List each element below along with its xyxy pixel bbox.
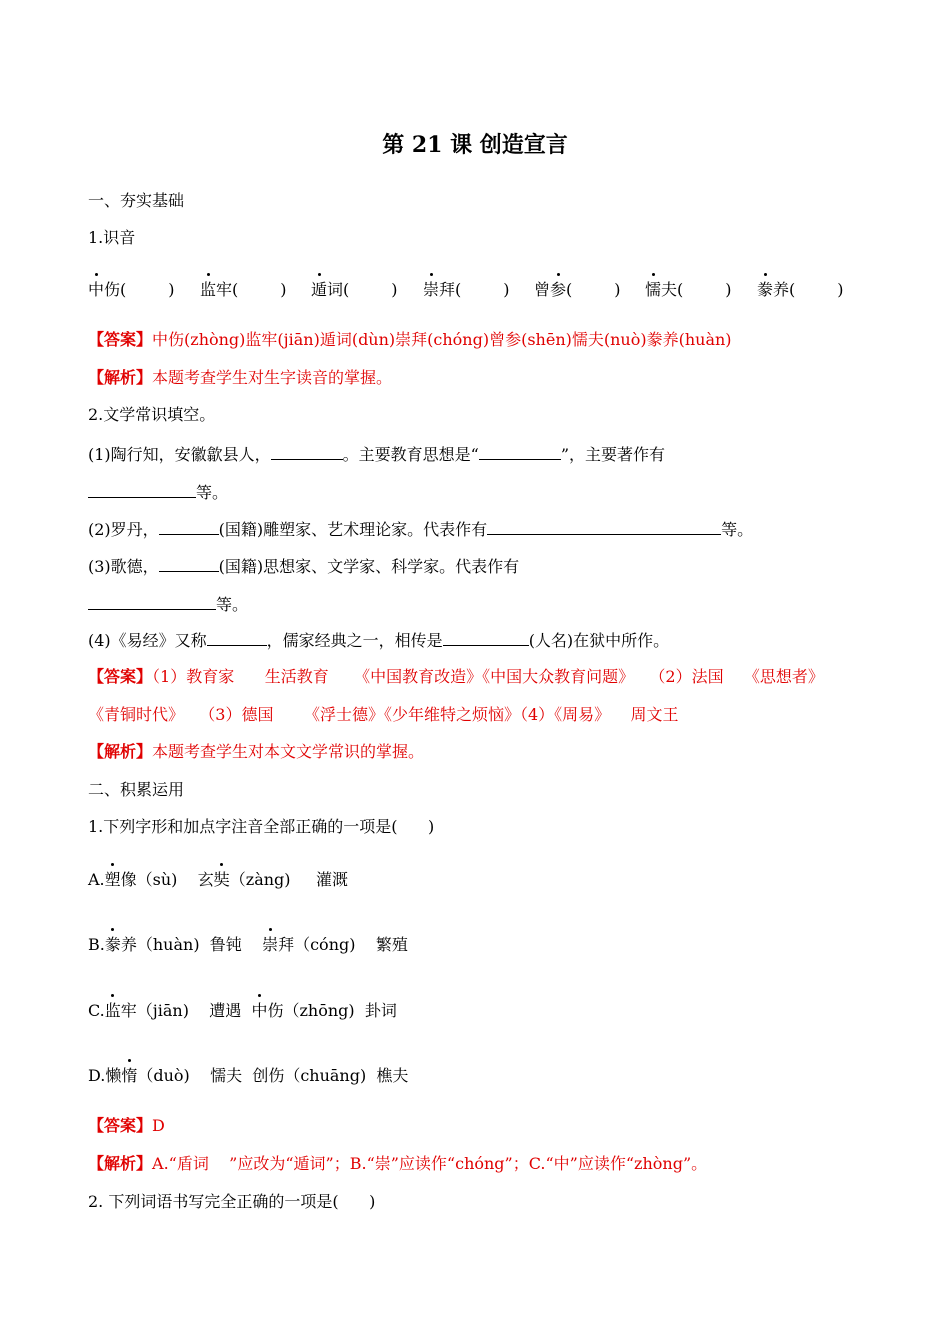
mc1-option-a: A.塑像（sù) 玄奘（zàng) 灌溉 [88, 870, 348, 889]
mc-question-2: 2. 下列词语书写完全正确的一项是( ) [88, 1192, 376, 1211]
q1-answer: 【答案】中伤(zhòng)监牢(jiān)遁词(dùn)崇拜(chóng)曾参(shēn)懦夫(nuò)豢养(huàn) [88, 330, 732, 349]
pinyin-item-2: 监牢( ) [200, 280, 287, 299]
mc1-option-d: D.懒惰（duò) 懦夫 创伤（chuāng) 樵夫 [88, 1066, 409, 1085]
pinyin-item-6: 懦夫( ) [645, 280, 732, 299]
mc1-option-c: C.监牢（jiān) 遭遇 中伤（zhōng) 卦词 [88, 1001, 397, 1020]
section-heading-basics: 一、夯实基础 [88, 191, 185, 210]
section-heading-application: 二、积累运用 [88, 780, 185, 799]
q2-item-1: (1)陶行知，安徽歙县人， 。主要教育思想是“ ”，主要著作有 [88, 445, 666, 464]
q2-item-4: (4)《易经》又称 ，儒家经典之一，相传是 (人名)在狱中所作。 [88, 631, 670, 650]
q2-item-2: (2)罗丹， (国籍)雕塑家、艺术理论家。代表作有 等。 [88, 520, 754, 539]
fill-blank [487, 518, 721, 535]
pinyin-item-4: 崇拜( ) [423, 280, 510, 299]
fill-blank [159, 518, 219, 535]
page-title: 第 21 课 创造宣言 [382, 132, 568, 158]
mc1-analysis: 【解析】A.“盾词 ”应改为“遁词”；B.“崇”应读作“chóng”；C.“中”应读作“zhòng”。 [88, 1154, 708, 1173]
fill-blank [88, 593, 216, 610]
fill-blank [159, 555, 219, 572]
q2-item-1-cont: 等。 [88, 481, 228, 503]
mc-question-1: 1.下列字形和加点字注音全部正确的一项是( ) [88, 817, 435, 836]
q2-answer-line-2: 《青铜时代》 （3）德国 《浮士德》《少年维特之烦恼》（4）《周易》 周文王 [88, 705, 679, 724]
mc1-answer: 【答案】D [88, 1116, 165, 1135]
pinyin-item-1: 中伤( ) [88, 280, 175, 299]
mc1-option-b: B.豢养（huàn) 鲁钝 崇拜（cóng) 繁殖 [88, 935, 408, 954]
q2-item-3-cont: 等。 [88, 593, 248, 615]
q2-item-3: (3)歌德， (国籍)思想家、文学家、科学家。代表作有 [88, 557, 520, 576]
pinyin-item-3: 遁词( ) [311, 280, 398, 299]
fill-blank [479, 443, 561, 460]
q1-analysis: 【解析】本题考查学生对生字读音的掌握。 [88, 368, 393, 387]
pinyin-item-5: 曾参( ) [534, 280, 621, 299]
fill-blank [88, 481, 196, 498]
question-2-label: 2.文学常识填空。 [88, 405, 216, 424]
fill-blank [207, 629, 267, 646]
fill-blank [271, 443, 343, 460]
fill-blank [443, 629, 529, 646]
question-1-label: 1.识音 [88, 228, 136, 247]
q2-answer-line-1: 【答案】（1）教育家 生活教育 《中国教育改造》《中国大众教育问题》 （2）法国 《思想者》 [88, 667, 824, 686]
pinyin-item-7: 豢养( ) [757, 280, 844, 299]
q2-analysis: 【解析】本题考查学生对本文文学常识的掌握。 [88, 742, 425, 761]
